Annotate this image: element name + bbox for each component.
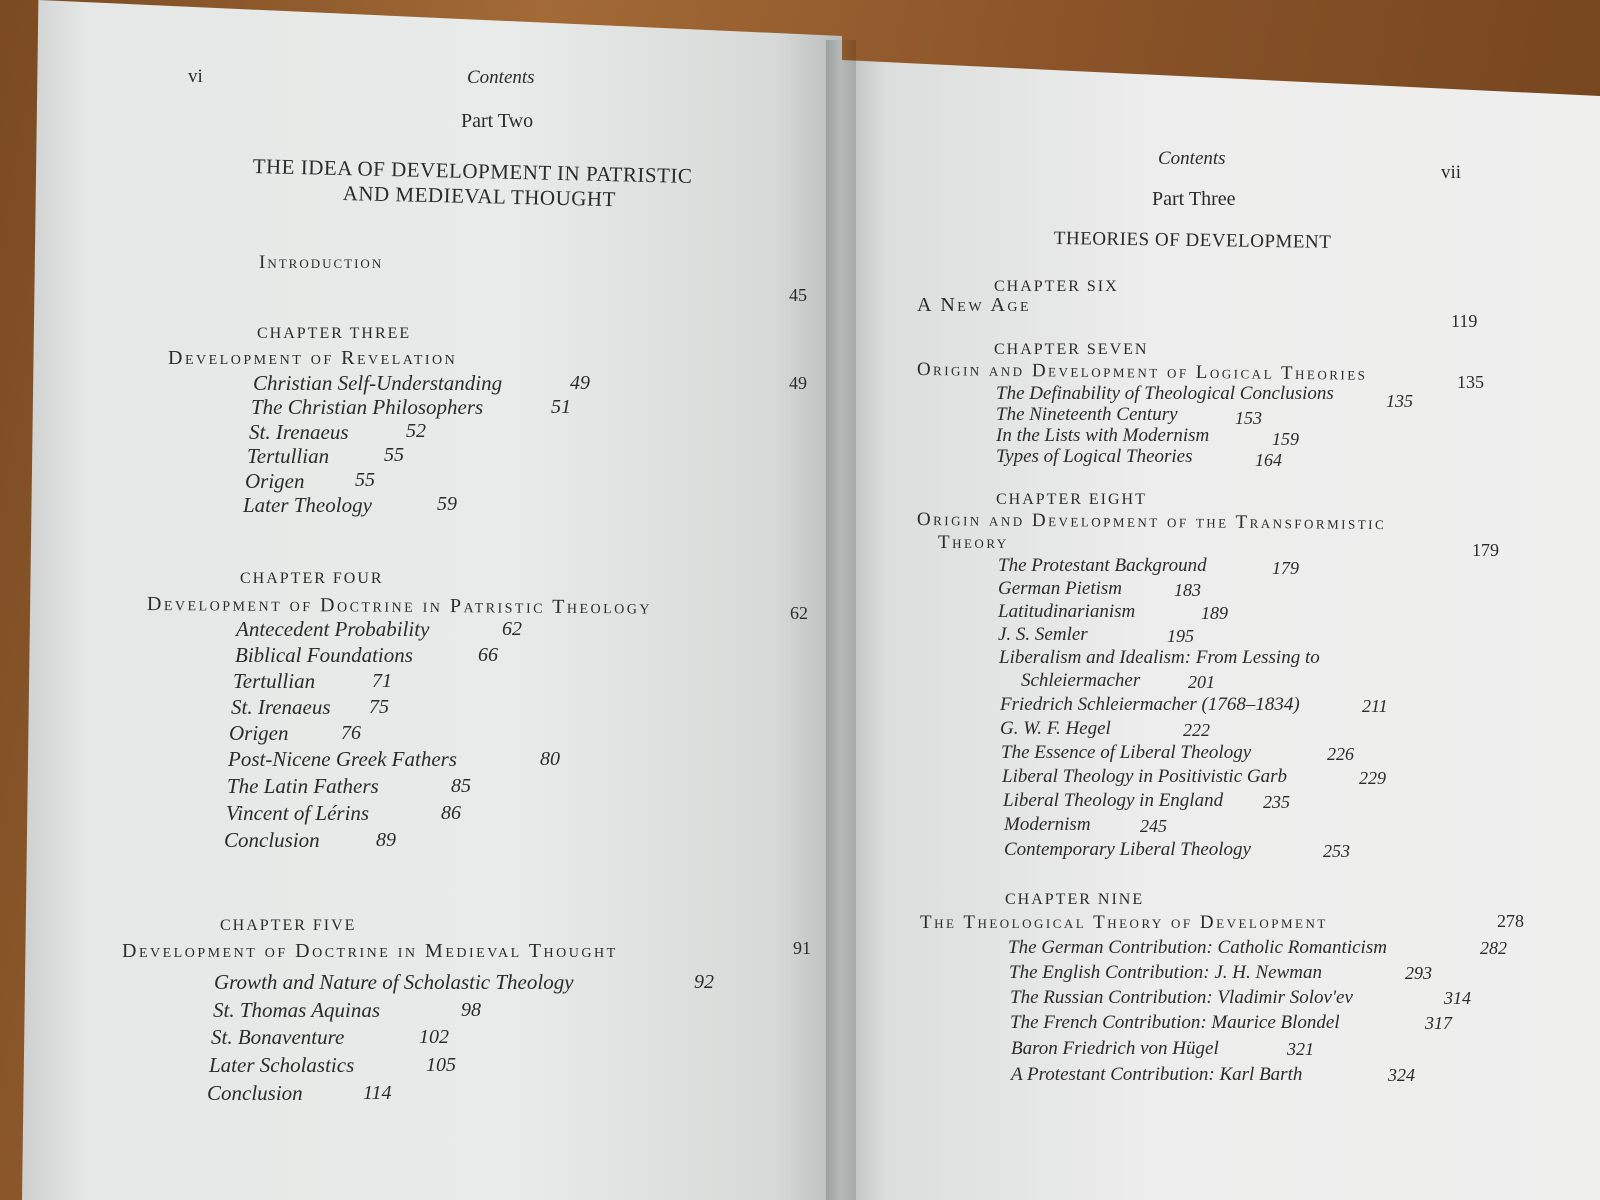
chapter-seven-label: CHAPTER SEVEN bbox=[994, 341, 1149, 358]
chapter-three-page: 49 bbox=[789, 373, 807, 393]
section-title: Baron Friedrich von Hügel bbox=[1011, 1038, 1219, 1059]
part-two-title-line2: AND MEDIEVAL THOUGHT bbox=[342, 181, 617, 212]
section-title: The French Contribution: Maurice Blondel bbox=[1010, 1012, 1340, 1033]
section-page: 314 bbox=[1444, 988, 1471, 1008]
section-page: 59 bbox=[437, 493, 457, 515]
section-title: The Nineteenth Century bbox=[996, 404, 1178, 425]
chapter-five-label: CHAPTER FIVE bbox=[220, 917, 357, 934]
section-page: 226 bbox=[1327, 744, 1354, 764]
section-title: Vincent of Lérins bbox=[226, 801, 370, 825]
section-page: 321 bbox=[1287, 1039, 1314, 1059]
page-folio-vii: vii bbox=[1441, 162, 1462, 183]
section-page: 211 bbox=[1362, 696, 1388, 716]
section-page: 92 bbox=[694, 971, 714, 993]
section-title: The German Contribution: Catholic Romanticism bbox=[1008, 937, 1387, 958]
section-page: 114 bbox=[363, 1082, 392, 1104]
section-title: Liberal Theology in Positivistic Garb bbox=[1002, 766, 1287, 787]
part-two-title-line1: THE IDEA OF DEVELOPMENT IN PATRISTIC bbox=[252, 154, 693, 188]
section-page: 179 bbox=[1272, 558, 1299, 578]
part-three-title: THEORIES OF DEVELOPMENT bbox=[1053, 228, 1332, 253]
chapter-nine-title: The Theological Theory of Development bbox=[920, 912, 1328, 933]
section-title: Liberal Theology in England bbox=[1003, 790, 1224, 811]
section-title: Liberalism and Idealism: From Lessing to bbox=[999, 647, 1320, 668]
section-page: 86 bbox=[441, 802, 461, 824]
section-page: 235 bbox=[1263, 792, 1290, 812]
section-page: 71 bbox=[372, 670, 392, 692]
introduction-title: Introduction bbox=[259, 252, 384, 273]
section-page: 317 bbox=[1425, 1013, 1452, 1033]
section-page: 164 bbox=[1255, 450, 1282, 470]
chapter-eight-page: 179 bbox=[1472, 540, 1499, 560]
chapter-eight-title-line2: Theory bbox=[938, 532, 1009, 553]
section-title: Conclusion bbox=[207, 1081, 303, 1105]
running-head-left: Contents bbox=[467, 67, 535, 88]
section-title: Growth and Nature of Scholastic Theology bbox=[214, 970, 574, 994]
section-title: Contemporary Liberal Theology bbox=[1004, 839, 1251, 860]
section-page: 183 bbox=[1174, 580, 1201, 600]
section-title: The Russian Contribution: Vladimir Solov'ev bbox=[1010, 987, 1353, 1008]
section-title: St. Thomas Aquinas bbox=[213, 998, 381, 1022]
section-title: St. Irenaeus bbox=[231, 695, 331, 719]
chapter-seven-page: 135 bbox=[1457, 372, 1484, 392]
section-title: St. Irenaeus bbox=[249, 420, 349, 444]
part-two-label: Part Two bbox=[461, 110, 534, 132]
introduction-page: 45 bbox=[789, 285, 807, 305]
section-title: Origen bbox=[245, 469, 305, 493]
section-title: Post-Nicene Greek Fathers bbox=[228, 747, 457, 771]
section-title: The Protestant Background bbox=[998, 555, 1207, 576]
section-page: 80 bbox=[540, 748, 560, 770]
chapter-five-title: Development of Doctrine in Medieval Thought bbox=[122, 940, 618, 962]
section-page: 229 bbox=[1359, 768, 1386, 788]
section-title: The Latin Fathers bbox=[227, 774, 379, 798]
section-title: Later Scholastics bbox=[209, 1053, 355, 1077]
section-title: In the Lists with Modernism bbox=[996, 425, 1210, 446]
section-page: 159 bbox=[1272, 429, 1299, 449]
section-title: J. S. Semler bbox=[998, 624, 1088, 645]
section-page: 222 bbox=[1183, 720, 1210, 740]
section-page: 245 bbox=[1140, 816, 1167, 836]
section-page: 195 bbox=[1167, 626, 1194, 646]
section-title: Modernism bbox=[1004, 814, 1091, 835]
section-title: Biblical Foundations bbox=[235, 643, 413, 667]
section-title: The Christian Philosophers bbox=[251, 395, 484, 419]
part-three-label: Part Three bbox=[1152, 188, 1236, 210]
section-title: German Pietism bbox=[998, 578, 1123, 599]
section-title: St. Bonaventure bbox=[211, 1025, 345, 1049]
section-title: Tertullian bbox=[233, 669, 316, 693]
chapter-nine-label: CHAPTER NINE bbox=[1005, 891, 1145, 908]
section-title: The English Contribution: J. H. Newman bbox=[1009, 962, 1322, 983]
section-page: 55 bbox=[355, 469, 375, 491]
chapter-eight-label: CHAPTER EIGHT bbox=[996, 491, 1147, 508]
section-page: 282 bbox=[1480, 938, 1507, 958]
section-page: 201 bbox=[1188, 672, 1215, 692]
section-page: 75 bbox=[369, 696, 389, 718]
section-title: Latitudinarianism bbox=[998, 601, 1136, 622]
chapter-six-page: 119 bbox=[1451, 311, 1478, 331]
section-page: 62 bbox=[502, 618, 522, 640]
section-page: 189 bbox=[1201, 603, 1228, 623]
chapter-six-title: A New Age bbox=[917, 294, 1032, 316]
chapter-nine-page: 278 bbox=[1497, 911, 1524, 931]
section-title: Conclusion bbox=[224, 828, 320, 852]
chapter-four-label: CHAPTER FOUR bbox=[240, 570, 384, 587]
chapter-five-page: 91 bbox=[793, 938, 811, 958]
section-page: 324 bbox=[1388, 1065, 1415, 1085]
section-title: Friedrich Schleiermacher (1768–1834) bbox=[1000, 694, 1300, 715]
running-head-right: Contents bbox=[1158, 148, 1226, 169]
section-page: 102 bbox=[419, 1026, 449, 1048]
section-page: 253 bbox=[1323, 841, 1350, 861]
section-page: 76 bbox=[341, 722, 361, 744]
section-title: Tertullian bbox=[247, 444, 330, 468]
section-page: 135 bbox=[1386, 391, 1413, 411]
section-page: 98 bbox=[461, 999, 481, 1021]
section-title: The Essence of Liberal Theology bbox=[1001, 742, 1252, 763]
chapter-three-label: CHAPTER THREE bbox=[257, 325, 412, 342]
section-page: 89 bbox=[376, 829, 396, 851]
chapter-three-title: Development of Revelation bbox=[168, 347, 458, 369]
section-title: G. W. F. Hegel bbox=[1000, 718, 1111, 739]
section-title: A Protestant Contribution: Karl Barth bbox=[1011, 1064, 1303, 1085]
chapter-six-label: CHAPTER SIX bbox=[994, 278, 1119, 295]
chapter-eight-title-line1: Origin and Development of the Transformistic bbox=[916, 509, 1387, 535]
chapter-four-title: Development of Doctrine in Patristic Theology bbox=[146, 593, 653, 619]
book-gutter bbox=[826, 40, 856, 1200]
section-title: Types of Logical Theories bbox=[996, 446, 1193, 467]
chapter-four-page: 62 bbox=[790, 603, 808, 623]
chapter-seven-title: Origin and Development of Logical Theories bbox=[916, 359, 1368, 385]
section-title: Antecedent Probability bbox=[236, 617, 430, 641]
section-title: Later Theology bbox=[243, 493, 372, 517]
section-title: Christian Self-Understanding bbox=[253, 371, 503, 395]
section-page: 85 bbox=[451, 775, 471, 797]
section-title: The Definability of Theological Conclusions bbox=[996, 383, 1334, 404]
page-folio-vi: vi bbox=[188, 66, 203, 87]
section-title: Origen bbox=[229, 721, 289, 745]
section-page: 55 bbox=[384, 444, 404, 466]
section-page: 66 bbox=[478, 644, 498, 666]
section-page: 49 bbox=[570, 372, 590, 394]
section-page: 52 bbox=[406, 420, 426, 442]
section-page: 293 bbox=[1405, 963, 1432, 983]
section-page: 153 bbox=[1235, 408, 1262, 428]
section-title-continued: Schleiermacher bbox=[1021, 670, 1141, 691]
section-page: 105 bbox=[426, 1054, 456, 1076]
section-page: 51 bbox=[551, 396, 571, 418]
